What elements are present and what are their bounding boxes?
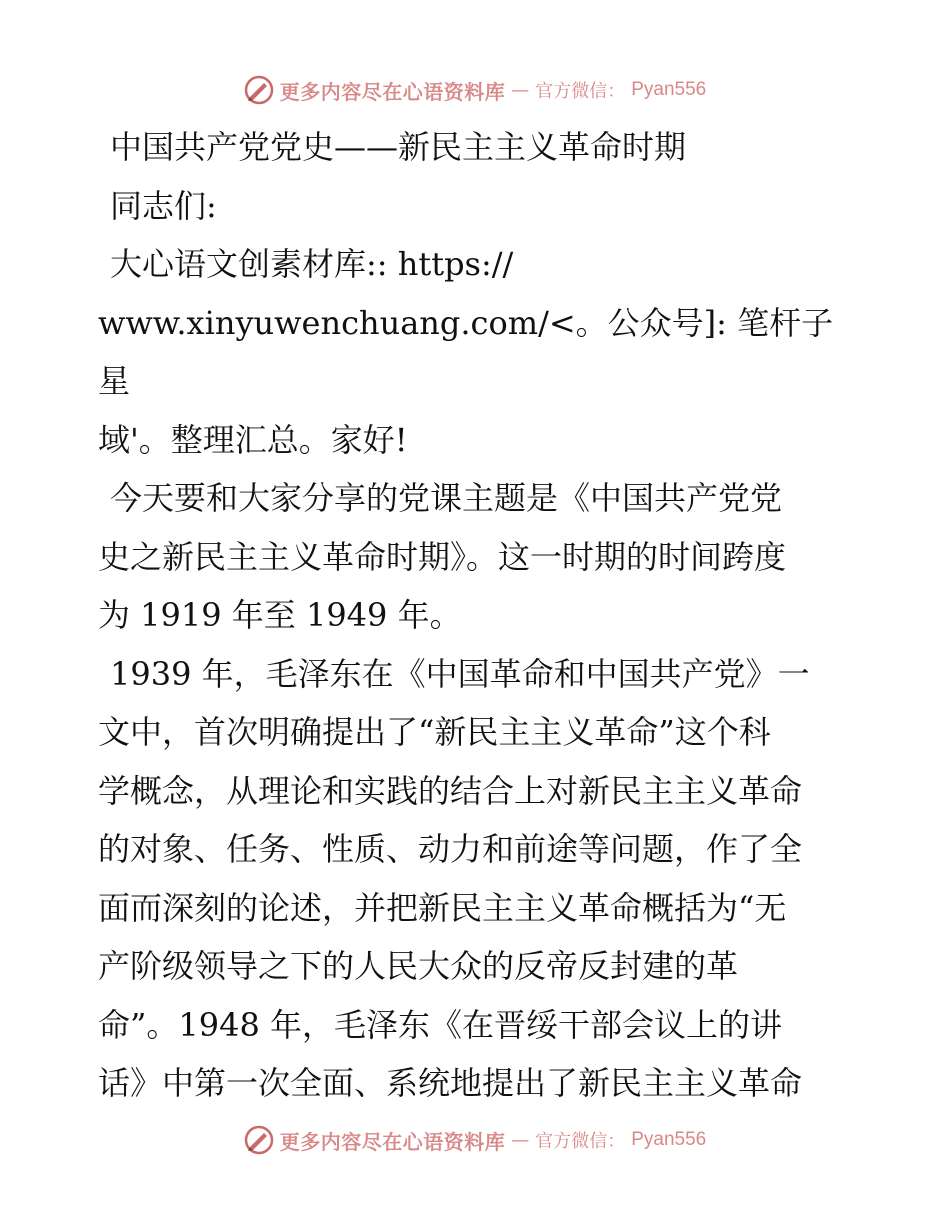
paragraph-1-line-2: 史之新民主主义革命时期》。这一时期的时间跨度 — [98, 537, 787, 576]
paragraph-2-line-8: 话》中第一次全面、系统地提出了新民主主义革命 — [98, 1064, 803, 1102]
paragraph-2-line-6: 产阶级领导之下的人民大众的反帝反封建的革 — [98, 947, 739, 985]
source-line-2: www.xinyuwenchuang.com/<。公众号]: 笔杆子星 — [98, 303, 834, 400]
paragraph-2-line-5: 面而深刻的论述，并把新民主主义革命概括为“无 — [98, 888, 787, 927]
footer-watermark-banner — [0, 1120, 950, 1160]
document-title: 中国共产党党史——新民主主义革命时期 — [110, 128, 687, 166]
banner-wechat-label: 官方微信： — [535, 1131, 626, 1152]
source-line-1: 大心语文创素材库:: https:// — [110, 245, 514, 283]
paragraph-2-line-3: 学概念，从理论和实践的结合上对新民主主义革命 — [98, 771, 803, 810]
paragraph-2-line-2: 文中，首次明确提出了“新民主主义革命”这个科 — [98, 713, 771, 751]
source-line-3: 域'。整理汇总。家好! — [98, 420, 408, 459]
banner-main-text: 更多内容尽在心语资料库 — [279, 1129, 506, 1154]
paragraph-1-line-3: 为 1919 年至 1949 年。 — [98, 596, 462, 634]
paragraph-2-line-1: 1939 年，毛泽东在《中国革命和中国共产党》一 — [110, 654, 810, 693]
greeting: 同志们: — [110, 186, 217, 225]
banner-main-text: 更多内容尽在心语资料库 — [279, 79, 506, 104]
document-body — [98, 118, 850, 1113]
pen-logo-icon — [244, 75, 274, 105]
paragraph-2-line-4: 的对象、任务、性质、动力和前途等问题，作了全 — [98, 830, 803, 868]
banner-dash: — — [511, 1129, 530, 1151]
banner-wechat-label: 官方微信： — [535, 81, 626, 102]
pen-logo-icon — [244, 1125, 274, 1155]
header-watermark-banner — [0, 70, 950, 110]
banner-dash: — — [511, 79, 530, 101]
banner-wechat-id: Pyan556 — [631, 1129, 707, 1150]
banner-wechat-id: Pyan556 — [631, 79, 707, 100]
paragraph-2-line-7: 命”。1948 年，毛泽东《在晋绥干部会议上的讲 — [98, 1005, 782, 1044]
paragraph-1-line-1: 今天要和大家分享的党课主题是《中国共产党党 — [110, 479, 783, 517]
